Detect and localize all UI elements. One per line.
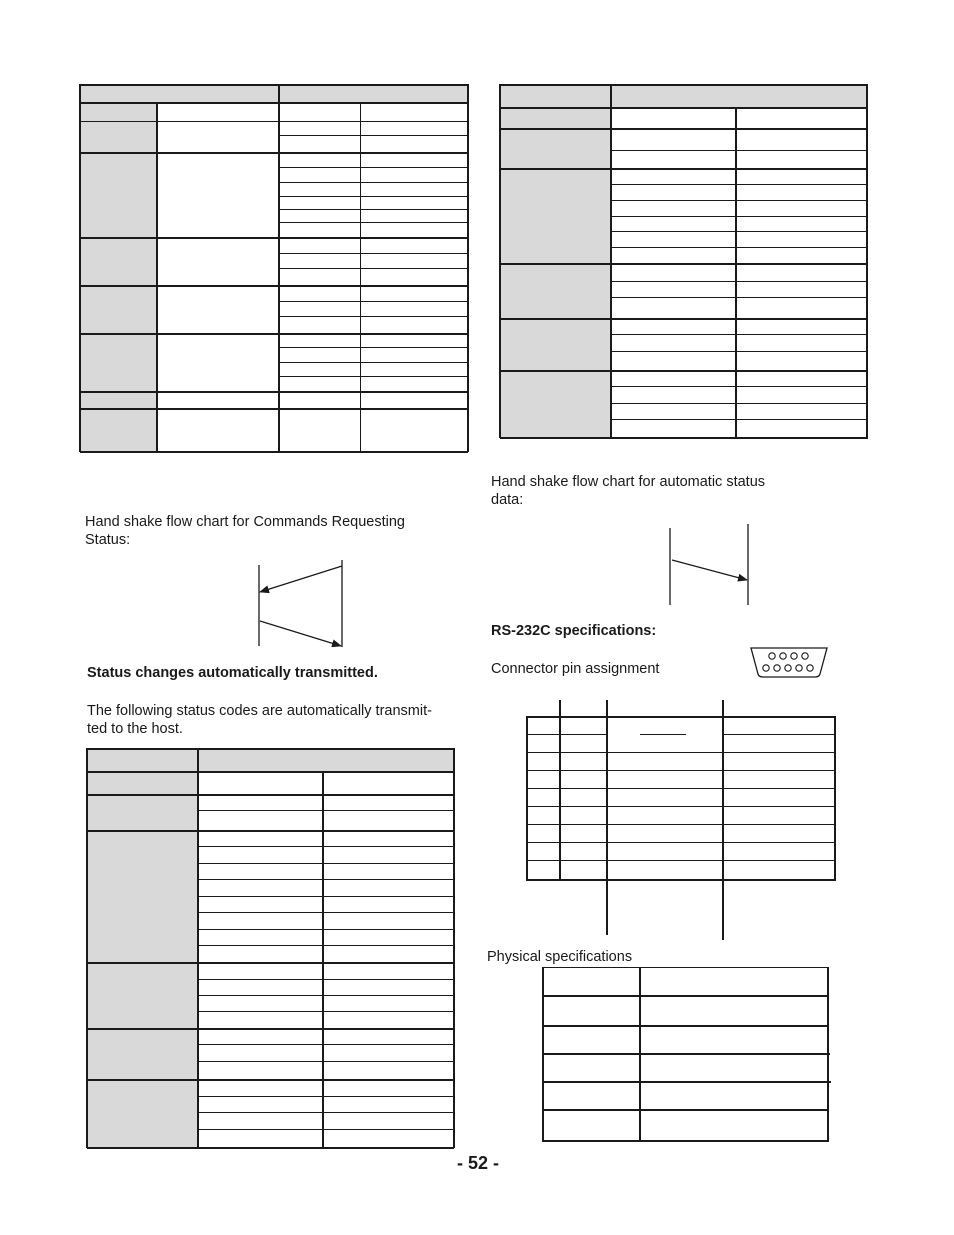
handshake-request-caption [85, 513, 405, 549]
connector-pin-label: Connector pin assignment [491, 661, 660, 677]
handshake-auto-caption [491, 473, 765, 509]
caption-line-2: data: [491, 492, 524, 508]
status-auto-body [87, 702, 432, 738]
page-number: - 52 - [456, 1153, 499, 1173]
caption-line-2: Status: [85, 532, 131, 548]
body-line-2: ted to the host. [87, 721, 183, 737]
body-line-1: The following status codes are automatically transmit- [87, 703, 432, 719]
physical-specs-label: Physical specifications [487, 949, 633, 965]
caption-line-1: Hand shake flow chart for automatic status [491, 474, 766, 490]
db9-connector-icon [748, 644, 830, 680]
handshake-request-flowchart [250, 555, 355, 655]
caption-line-1: Hand shake flow chart for Commands Requesting [85, 514, 405, 530]
status-auto-heading: Status changes automatically transmitted. [87, 665, 378, 681]
rs232-heading: RS-232C specifications: [491, 623, 657, 639]
handshake-auto-flowchart [660, 520, 760, 610]
